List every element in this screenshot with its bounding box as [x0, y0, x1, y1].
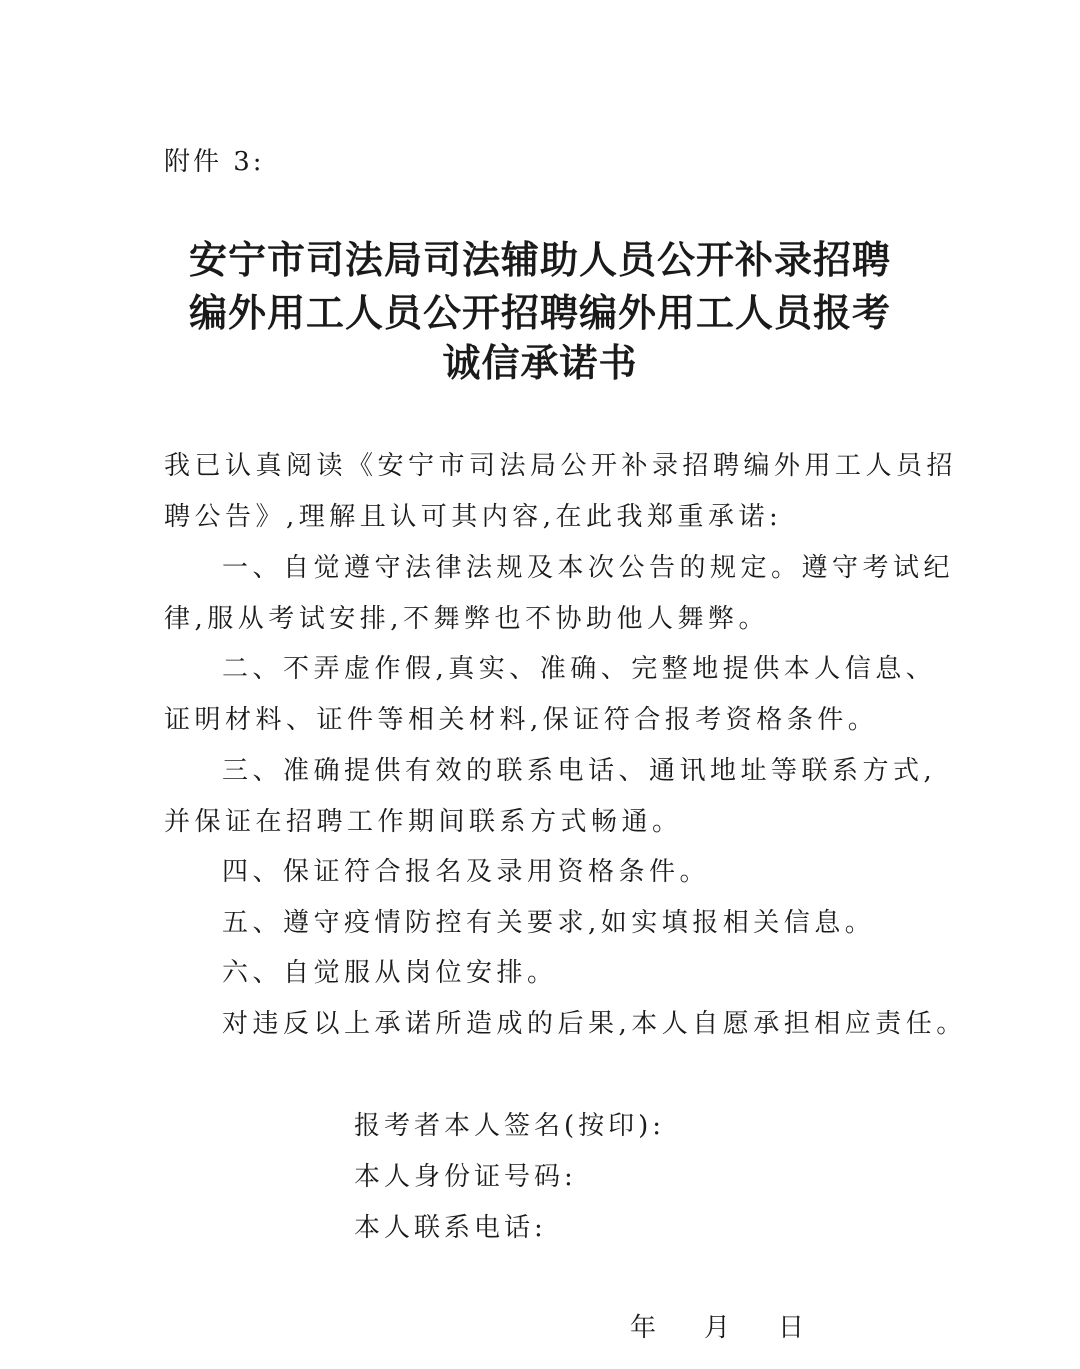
date-year: 年 — [630, 1313, 657, 1343]
date-day: 日 — [778, 1313, 805, 1343]
item-three-line-1: 三、准确提供有效的联系电话、通讯地址等联系方式, — [222, 756, 937, 786]
intro-line-2: 聘公告》,理解且认可其内容,在此我郑重承诺: — [164, 502, 783, 532]
item-one-line-2: 律,服从考试安排,不舞弊也不协助他人舞弊。 — [164, 604, 770, 634]
item-four: 四、保证符合报名及录用资格条件。 — [222, 857, 711, 887]
id-number-label: 本人身份证号码: — [354, 1162, 577, 1192]
closing-statement: 对违反以上承诺所造成的后果,本人自愿承担相应责任。 — [222, 1009, 967, 1039]
item-six: 六、自觉服从岗位安排。 — [222, 958, 558, 988]
attachment-label: 附件 3: — [164, 147, 265, 177]
signature-name-label: 报考者本人签名(按印): — [354, 1111, 666, 1141]
item-five: 五、遵守疫情防控有关要求,如实填报相关信息。 — [222, 908, 876, 938]
date-line — [630, 1308, 804, 1348]
date-month: 月 — [704, 1313, 731, 1343]
intro-line-1: 我已认真阅读《安宁市司法局公开补录招聘编外用工人员招 — [164, 451, 958, 481]
title-line-3: 诚信承诺书 — [442, 341, 638, 385]
item-one-line-1: 一、自觉遵守法律法规及本次公告的规定。遵守考试纪 — [222, 553, 955, 583]
title-line-2: 编外用工人员公开招聘编外用工人员报考 — [188, 291, 891, 335]
title-line-1: 安宁市司法局司法辅助人员公开补录招聘 — [188, 238, 891, 282]
item-three-line-2: 并保证在招聘工作期间联系方式畅通。 — [164, 807, 683, 837]
phone-label: 本人联系电话: — [354, 1213, 547, 1243]
item-two-line-2: 证明材料、证件等相关材料,保证符合报考资格条件。 — [164, 705, 879, 735]
item-two-line-1: 二、不弄虚作假,真实、准确、完整地提供本人信息、 — [222, 654, 937, 684]
